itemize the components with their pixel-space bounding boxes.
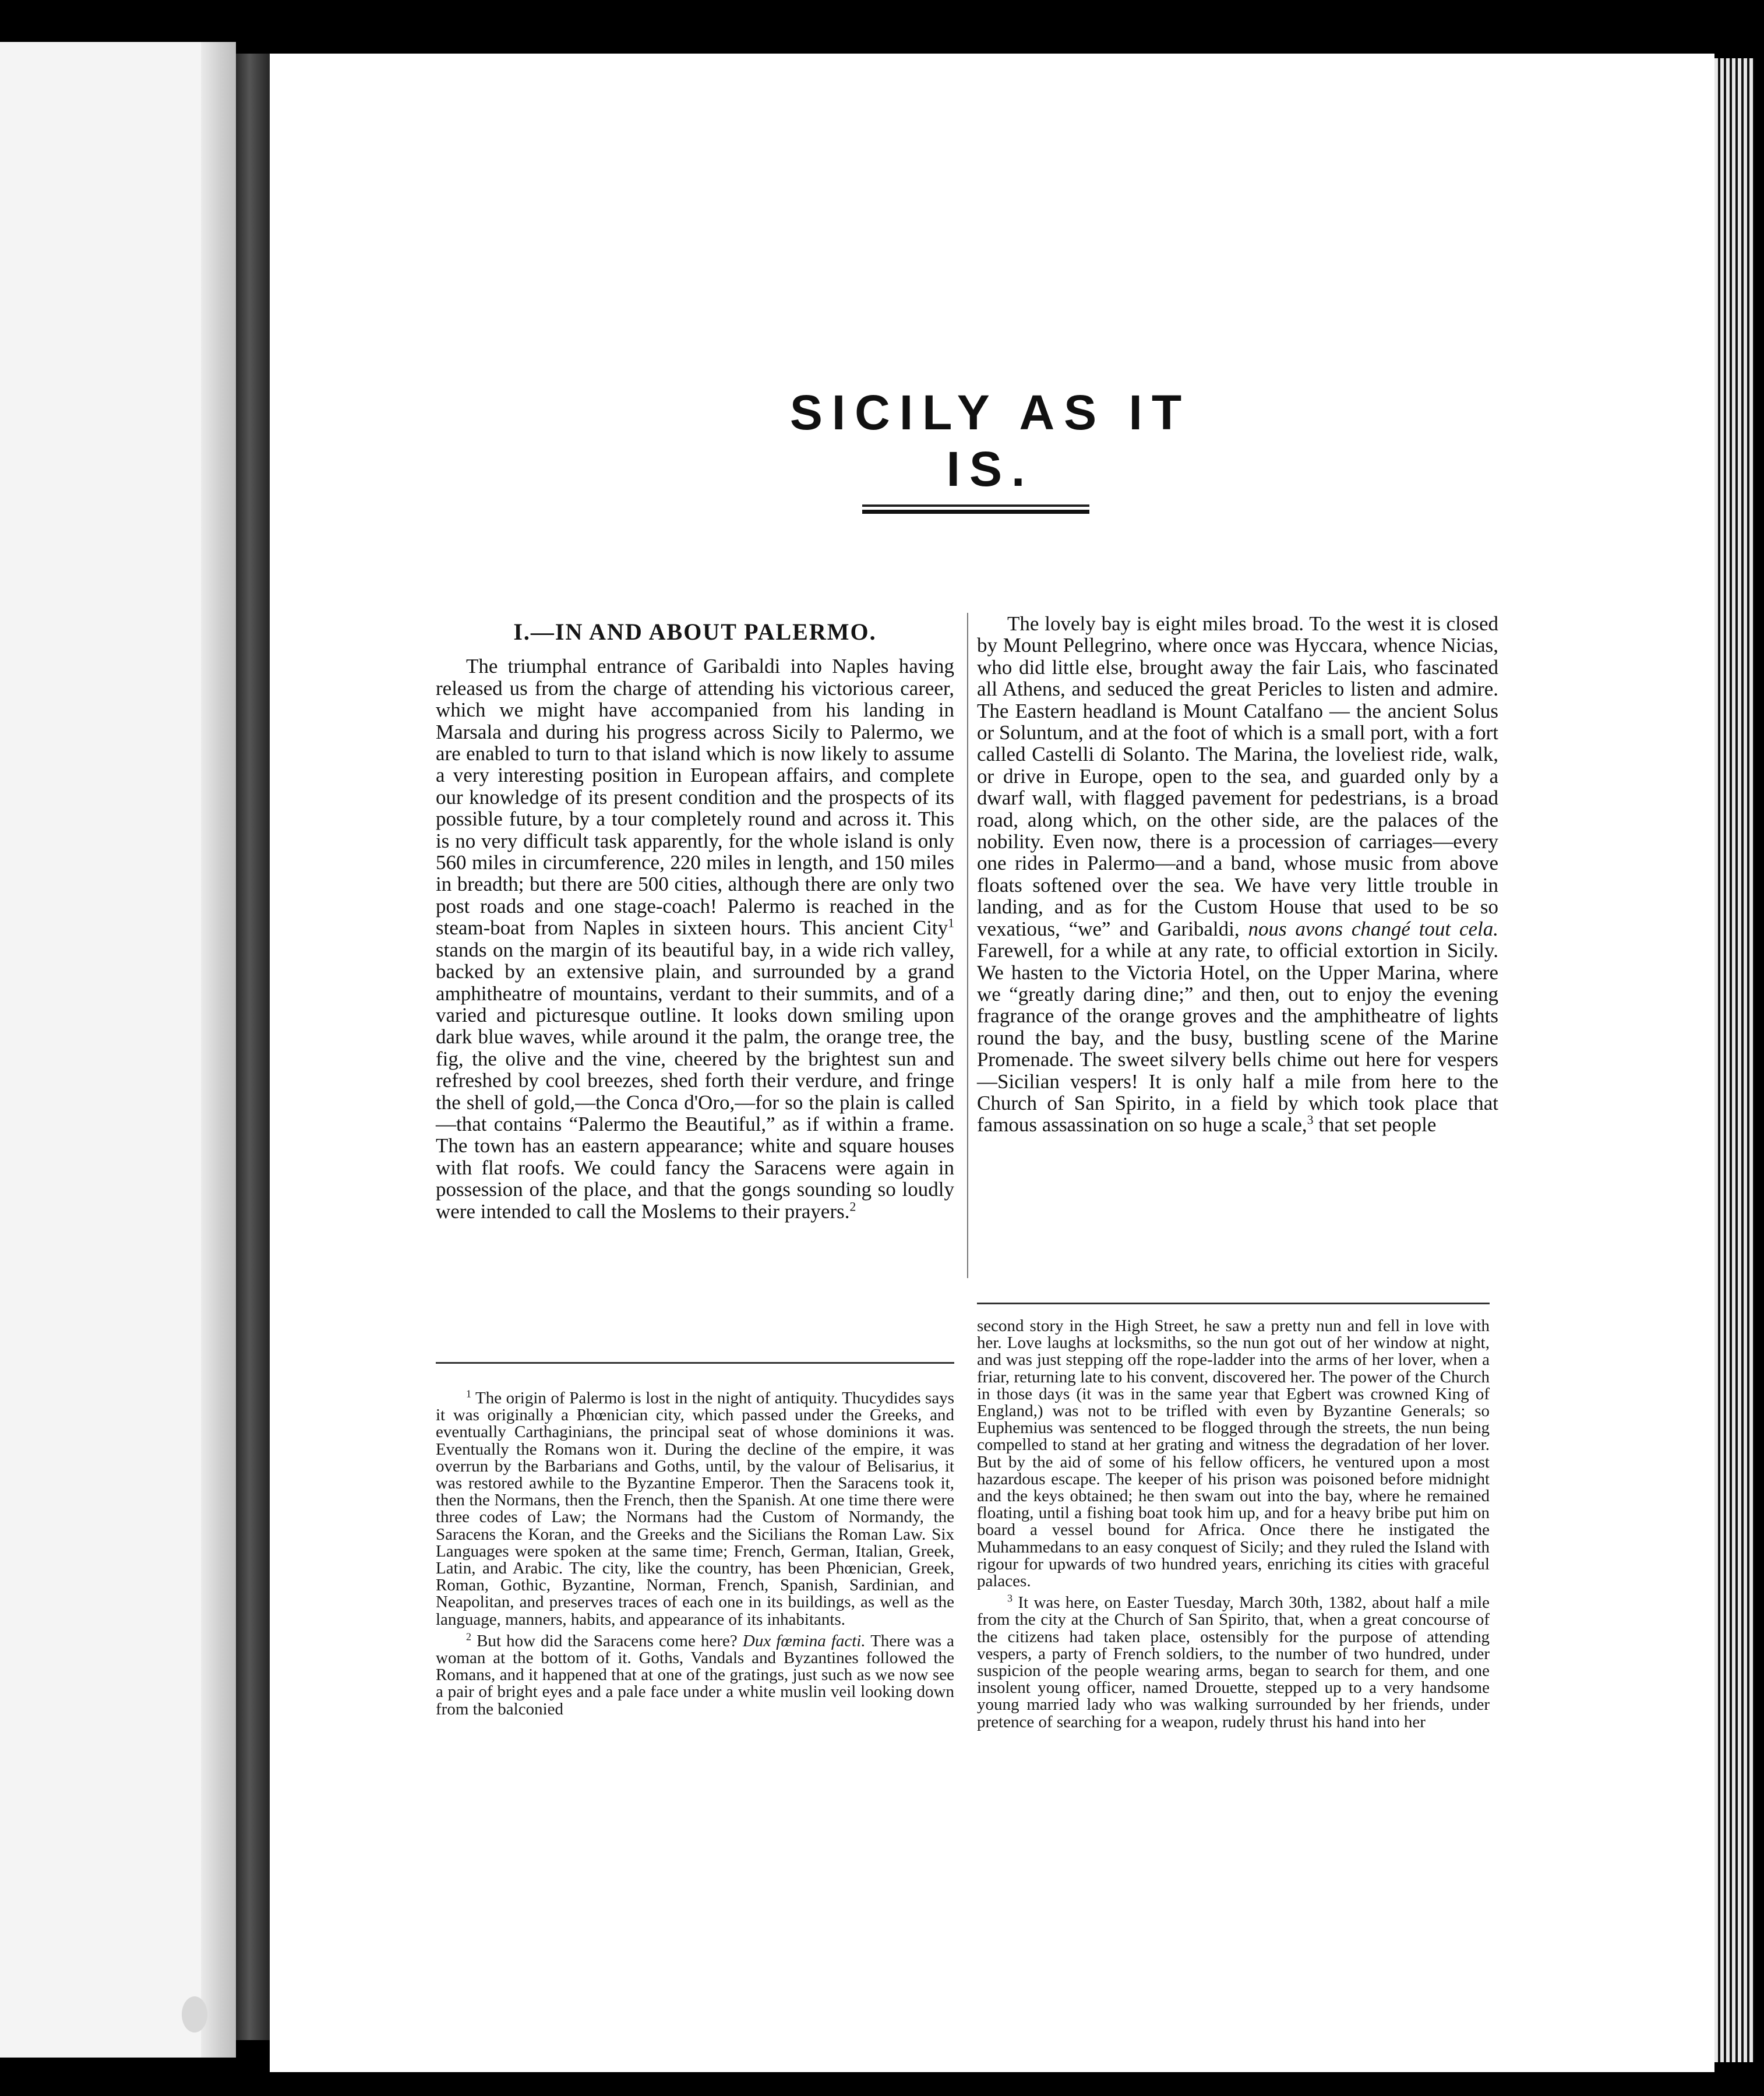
body-paragraph [977,613,1498,1136]
body-text: stands on the margin of its beautiful bay, in a wide rich valley, backed by an extensive plain, and surrounded by a grand amphitheatre of mountains, verdant to their summits, and of a varied and picturesque outline. It looks down smiling upon dark blue waves, while around it the palm, the orange tree, the fig, the olive and the vine, cheered by the brightest sun and refreshed by cool breezes, shed forth their verdure, and fringe the shell of gold,—the Conca d'Oro,—for so the plain is called—that contains “Palermo the Beautiful,” as if within a frame. The town has an eastern appearance; white and square houses with flat roofs. We could fancy the Saracens were again in possession of the place, and that the gongs sounding so loudly were intended to call the Moslems to their prayers. [436,938,954,1223]
book-spine [236,54,270,2040]
body-text: The triumphal entrance of Garibaldi into Naples having released us from the charge of attending his victorious career, which we might have accompanied from his landing in Marsala and during his progress across Sicily to Palermo, we are enabled to turn to that island which is now likely to assume a very interesting position in European affairs, and complete our knowledge of its present condition and the prospects of its possible future, by a tour completely round and across it. This is no very difficult task apparently, for the whole island is only 560 miles in circumference, 220 miles in length, and 150 miles in breadth; but there are 500 cities, although there are only two post roads and one stage-coach! Palermo is reached in the steam-boat from Naples in sixteen hours. This ancient City [436,655,954,940]
footnotes-right [977,1318,1490,1731]
footnote-continued [977,1318,1490,1590]
page-edges [1714,58,1754,2062]
footnote [977,1594,1490,1731]
italic-phrase: Dux fœmina facti. [742,1631,866,1650]
footnote-number: 2 [466,1631,471,1643]
right-text-column [977,613,1498,1136]
footnote-text: There was a woman at the bottom of it. Goths, Vandals and Byzantines followed the Romans, and it happened that at one of the gratings, just such as we now see a pair of bright eyes and a pale face under a white muslin veil looking down from the balconied [436,1631,955,1719]
footnote-text: But how did the Saracens come here? [477,1631,738,1650]
footnote-text: second story in the High Street, he saw a pretty nun and fell in love with her. Love laughs at locksmiths, so the nun got out of her window at night, and was just stepping off the rope-ladder into the arms of her lover, when a friar, returning late to his convent, discovered her. The power of the Church in those days (it was in the same year that Egbert was crowned King of England,) was not to be trifled with even by Byzantine Generals; so Euphemius was sentenced to be flogged through the streets, the nun being compelled to stand at her grating and witness the degradation of her lover. But by the aid of some of his fellow officers, he ventured upon a most hazardous escape. The keeper of his prison was poisoned before midnight and the keys obtained; he then swam out into the bay, where he remained floating, until a fishing boat took him up, and for a heavy bribe put him on board a vessel bound for Africa. Once there he instigated the Muhammedans to an easy conquest of Sicily; and they ruled the Island with rigour for upwards of two hundred years, enriching its cities with graceful palaces. [977,1317,1490,1591]
body-text: that set people [1318,1113,1437,1137]
body-text: The lovely bay is eight miles broad. To the west it is closed by Mount Pellegrino, where once was Hyccara, whence Nicias, who did little else, brought away the fair Lais, who fascinated all Athens, and seduced the great Pericles to listen and admire. The Eastern headland is Mount Catalfano — the ancient Solus or Soluntum, and at the foot of which is a small port, with a fort called Castelli di Solanto. The Marina, the loveliest ride, walk, or drive in Europe, open to the sea, and guarded only by a dwarf wall, with flagged pavement for pedestrians, is a broad road, along which, on the other side, are the palaces of the nobility. Even now, there is a procession of carriages—every one rides in Palermo—and a band, whose music from above floats softened over the sea. We have very little trouble in landing, and as for the Custom House that used to be so vexatious, “we” and Garibaldi, [977,612,1498,940]
left-text-column [436,621,954,1222]
left-page-gutter-shadow [201,42,236,2058]
left-blank-page [0,42,236,2058]
italic-phrase: nous avons changé tout cela. [1248,917,1499,940]
footnote-rule-left [436,1362,954,1364]
body-paragraph [436,655,954,1222]
footnote-rule-right [977,1303,1490,1304]
footnote-marker: 3 [1307,1113,1314,1127]
footnote-number: 3 [1007,1592,1012,1604]
footnotes-left [436,1390,954,1718]
footnote [436,1390,954,1628]
footnote-marker: 1 [948,916,954,930]
footnote-number: 1 [466,1388,471,1400]
footnote-text: The origin of Palermo is lost in the night of antiquity. Thucydides says it was originally a Phœnician city, which passed under the Greeks, and eventually Carthaginians, the principal seat of whose dominions it was. Eventually the Romans won it. During the decline of the empire, it was overrun by the Barbarians and Goths, until, by the valour of Belisarius, it was restored awhile to the Byzantine Emperor. Then the Saracens took it, then the Normans, then the French, then the Spanish. At one time there were three codes of Law; the Normans had the Custom of Normandy, the Saracens the Koran, and the Greeks and the Sicilians the Roman Law. Six Languages were spoken at the same time; French, German, Italian, Greek, Latin, and Arabic. The city, like the country, has been Phœnician, Greek, Roman, Gothic, Byzantine, Norman, French, Spanish, Sardinian, and Neapolitan, and preserves traces of each one in its buildings, as well as the language, manners, habits, and appearance of its inhabitants. [436,1389,954,1629]
column-divider [967,613,968,1278]
body-text: Farewell, for a while at any rate, to official extortion in Sicily. We hasten to the Victoria Hotel, on the Upper Marina, where we “greatly daring dine;” and then, out to enjoy the evening fragrance of the orange groves and the amphitheatre of lights round the bay, and the busy, bustling scene of the Marine Promenade. The sweet silvery bells chime out here for vespers—Sicilian vespers! It is only half a mile from here to the Church of San Spirito, in a field by which took place that famous assassination on so huge a scale, [977,939,1498,1137]
footnote [436,1633,954,1718]
footnote-marker: 2 [849,1199,856,1213]
section-heading: I.—IN AND ABOUT PALERMO. [513,619,877,645]
footnote-text: It was here, on Easter Tuesday, March 30th, 1382, about half a mile from the city at the Church of San Spirito, that, when a great concourse of the citizens had taken place, ostensibly for the purpose of attending vespers, a party of French soldiers, to the number of two hundred, under suspicion of the people wearing arms, began to search for them, and one insolent young officer, named Drouette, stepped up to a very handsome young married lady who was walking surrounded by her friends, under pretence of searching for a weapon, rudely thrust his hand into her [977,1593,1490,1731]
binding-hole-mark [182,1996,207,2033]
page-title: SICILY AS IT IS. [789,385,1191,496]
title-ornamental-rule [862,504,1089,517]
